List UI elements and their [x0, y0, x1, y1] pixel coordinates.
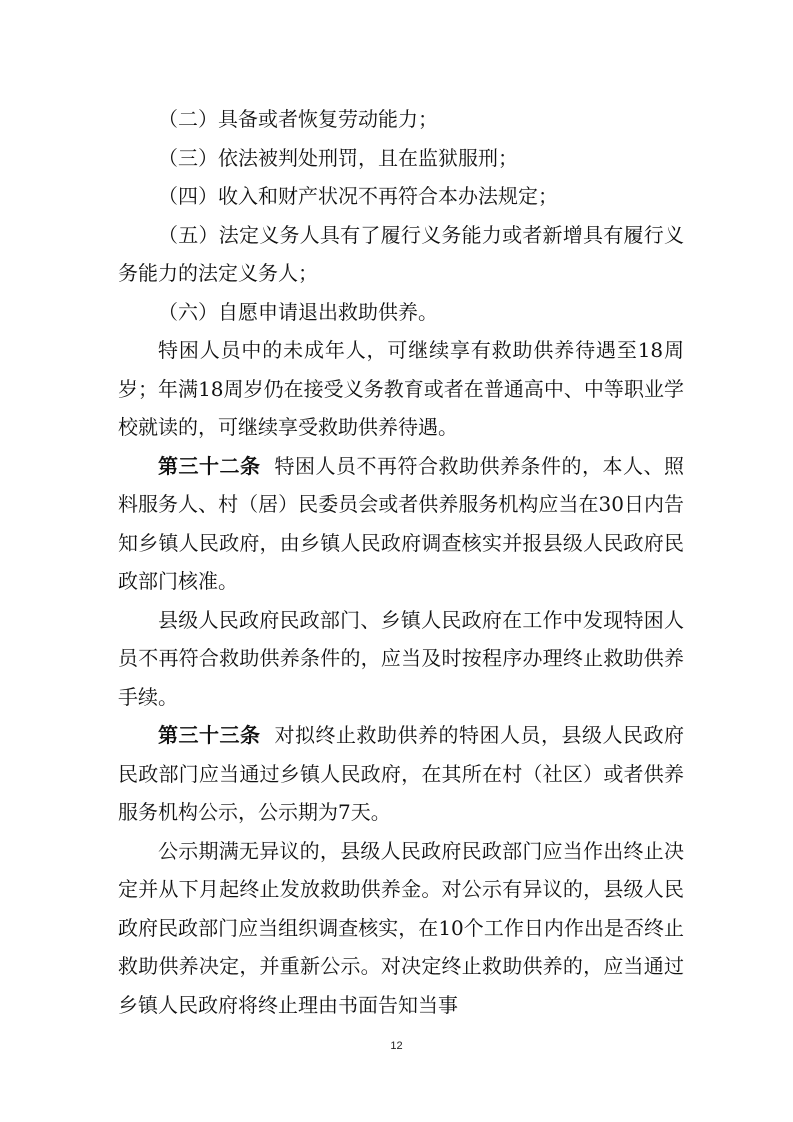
article-33-text: 对拟终止救助供养的特困人员，县级人民政府民政部门应当通过乡镇人民政府，在其所在村（社区）或者供养服务机构公示，公示期为7天。: [118, 723, 684, 824]
article-32-paragraph-2: 县级人民政府民政部门、乡镇人民政府在工作中发现特困人员不再符合救助供养条件的，应当及时按程序办理终止救助供养手续。: [118, 607, 684, 709]
list-item-4: （四）收入和财产状况不再符合本办法规定；: [158, 184, 558, 208]
article-32-text: 特困人员不再符合救助供养条件的，本人、照料服务人、村（居）民委员会或者供养服务机构应当在30日内告知乡镇人民政府，由乡镇人民政府调查核实并报县级人民政府民政部门核准。: [118, 453, 684, 593]
list-item-5: （五）法定义务人具有了履行义务能力或者新增具有履行义务能力的法定义务人；: [118, 222, 684, 285]
article-33-heading: 第三十三条: [158, 723, 261, 747]
article-32-heading: 第三十二条: [158, 453, 261, 478]
document-body: [118, 100, 684, 1024]
minors-paragraph: 特困人员中的未成年人，可继续享有救助供养待遇至18周岁；年满18周岁仍在接受义务教育或者在普通高中、中等职业学校就读的，可继续享受救助供养待遇。: [118, 338, 684, 439]
article-33: [118, 716, 684, 832]
page-number: 12: [390, 1040, 403, 1052]
list-item-6: （六）自愿申请退出救助供养。: [158, 299, 438, 324]
article-32: [118, 447, 684, 601]
list-item-3: （三）依法被判处刑罚，且在监狱服刑；: [158, 145, 518, 170]
list-item-2: （二）具备或者恢复劳动能力；: [158, 107, 438, 131]
article-33-paragraph-2: 公示期满无异议的，县级人民政府民政部门应当作出终止决定并从下月起终止发放救助供养金。对公示有异议的，县级人民政府民政部门应当组织调查核实，在10个工作日内作出是否终止救助供养决定，并重新公示。对决定终止救助供养的，应当通过乡镇人民政府将终止理由书面告知当事: [118, 838, 684, 1017]
